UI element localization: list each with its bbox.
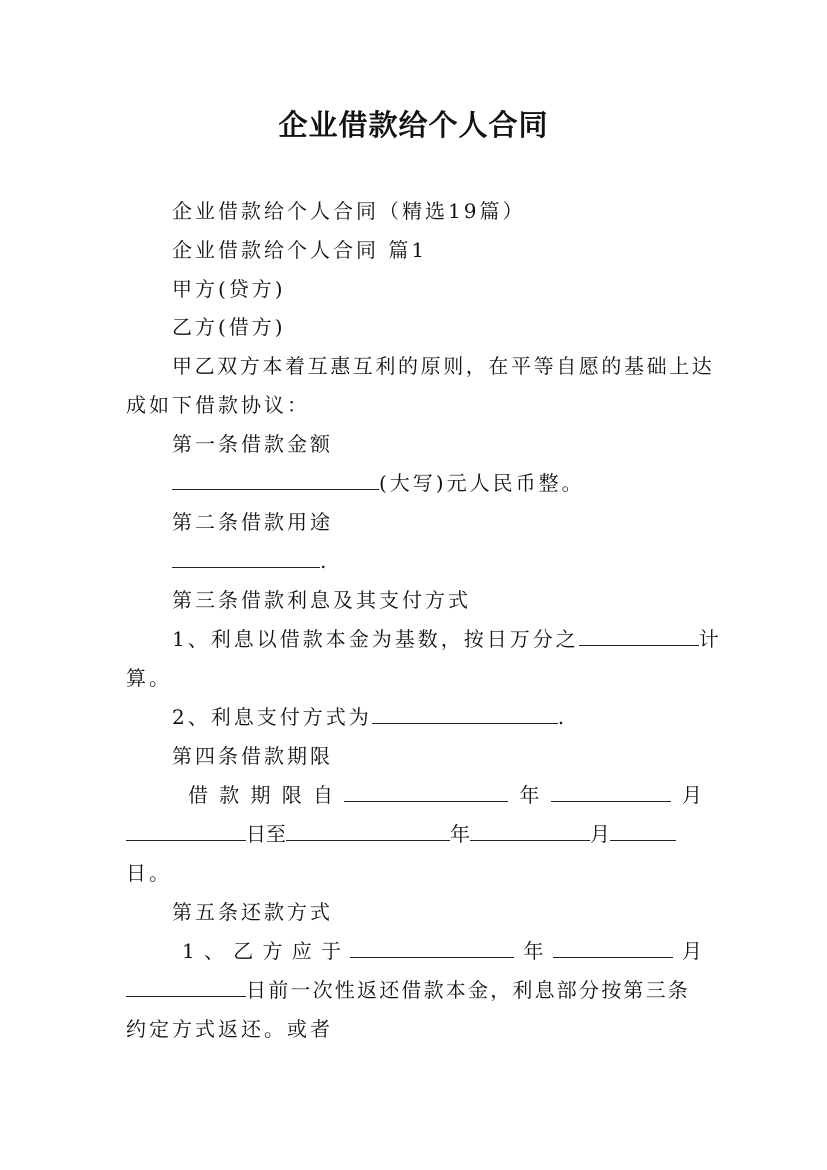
repay-char: 1 [182,939,195,963]
loan-term-char: 款 [219,783,240,807]
preamble-line-2: 成如下借款协议： [126,393,310,417]
loan-term-char: 限 [281,783,302,807]
payment-method-period: . [557,705,568,729]
loan-term-char: 自 [313,783,333,807]
article-4-line-2 [126,821,702,847]
end-month-label: 月 [590,822,610,846]
article-5-line-2 [126,977,702,1003]
repay-year-blank [350,939,514,958]
article-3-title: 第三条借款利息及其支付方式 [172,588,471,612]
article-2-purpose-line [172,548,702,574]
interest-rate-suffix: 计 [698,627,722,651]
start-year-label: 年 [519,783,540,807]
article-1-amount-line [172,470,702,496]
repay-year-label: 年 [523,939,544,963]
end-year-blank [286,822,450,841]
loan-term-char: 借 [188,783,208,807]
interest-rate-blank [579,627,699,646]
end-month-blank [470,822,590,841]
day-to-label: 日至 [246,822,286,846]
repay-month-label: 月 [681,939,702,963]
repay-month-blank [553,939,673,958]
end-day-blank [610,822,676,841]
interest-rate-label: 1、利息以借款本金为基数，按日万分之 [172,627,579,651]
article-3-item-1-cont: 算。 [126,666,172,690]
purpose-blank [172,549,320,568]
article-5-line-3: 约定方式返还。或者 [126,1017,333,1041]
party-a: 甲方(贷方) [172,277,286,301]
article-2-title: 第二条借款用途 [172,510,333,534]
preamble-line-1: 甲乙双方本着互惠互利的原则，在平等自愿的基础上达 [172,354,715,378]
repay-char: 乙 [233,939,254,963]
article-1-title: 第一条借款金额 [172,432,333,456]
amount-suffix: (大写)元人民币整。 [379,471,585,495]
article-3-item-1 [172,626,722,652]
amount-blank [172,471,379,490]
article-4-line-3: 日。 [126,861,172,885]
article-4-line-1 [188,782,702,808]
start-year-blank [344,783,508,802]
repay-char: 于 [320,939,341,963]
start-month-blank [551,783,671,802]
article-5-line-1 [182,938,702,964]
article-4-title: 第四条借款期限 [172,744,333,768]
repay-char: 方 [262,939,283,963]
repay-char: 、 [203,939,224,963]
repay-char: 应 [291,939,312,963]
purpose-period: . [320,549,330,573]
article-5-title: 第五条还款方式 [172,900,333,924]
payment-method-blank [372,705,558,724]
article-3-item-2 [172,704,702,730]
end-year-label: 年 [450,822,470,846]
loan-term-char: 期 [250,783,271,807]
party-b: 乙方(借方) [172,315,286,339]
repay-terms: 日前一次性返还借款本金，利息部分按第三条 [246,978,690,1002]
start-day-blank [126,822,246,841]
document-title: 企业借款给个人合同 [278,108,549,142]
start-month-label: 月 [682,783,702,807]
intro-line: 企业借款给个人合同（精选19篇） [172,199,526,223]
payment-method-label: 2、利息支付方式为 [172,705,372,729]
part-heading: 企业借款给个人合同 篇1 [172,238,428,262]
repay-day-blank [126,978,246,997]
